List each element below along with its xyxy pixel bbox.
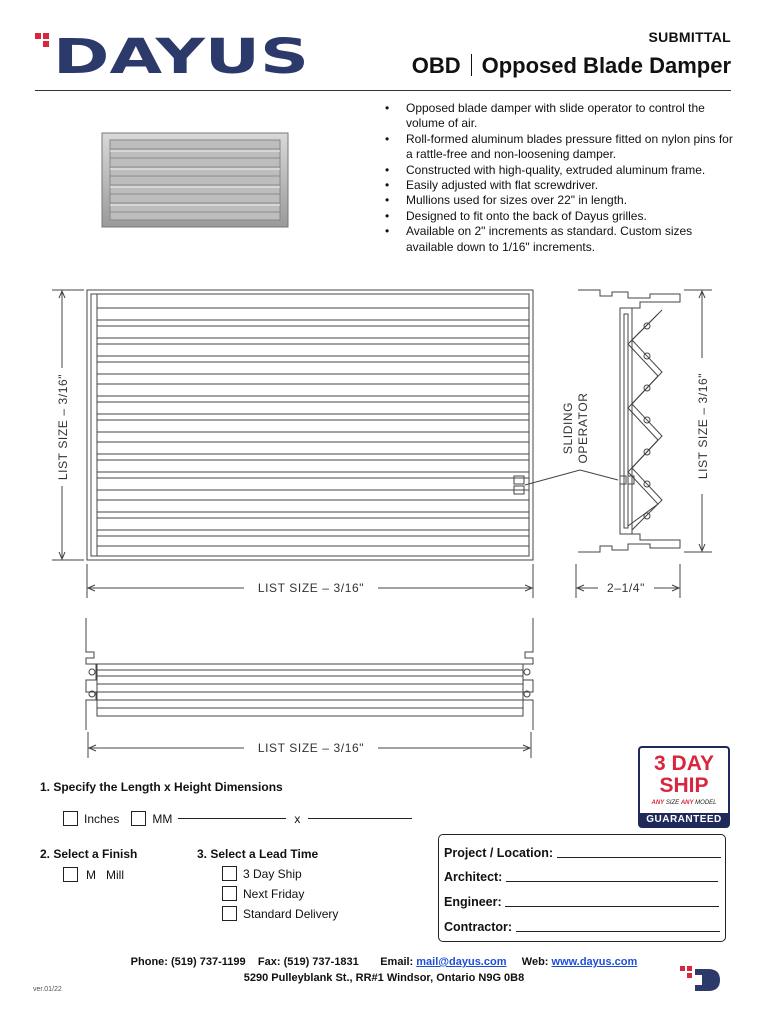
contractor-field[interactable] — [516, 919, 720, 932]
three-day-checkbox[interactable] — [222, 866, 237, 881]
feature-item: • Mullions used for sizes over 22" in length. — [382, 193, 742, 208]
standard-delivery-checkbox[interactable] — [222, 906, 237, 921]
version-label: ver.01/22 — [33, 986, 62, 993]
feature-item: • Constructed with high-quality, extruded aluminum frame. — [382, 163, 742, 178]
inches-checkbox[interactable] — [63, 811, 78, 826]
architect-field[interactable] — [506, 869, 718, 882]
contractor-row: Contractor: — [444, 919, 720, 934]
project-location-row: Project / Location: — [444, 845, 721, 860]
title-separator — [471, 54, 472, 76]
feature-item: • Designed to fit onto the back of Dayus grilles. — [382, 209, 742, 224]
step2-heading: 2. Select a Finish — [40, 847, 138, 861]
page-title — [412, 53, 731, 79]
dim-side-depth: 2–1/4" — [607, 581, 645, 595]
next-friday-checkbox[interactable] — [222, 886, 237, 901]
mm-checkbox[interactable] — [131, 811, 146, 826]
lead-option-friday — [222, 886, 304, 901]
project-location-field[interactable] — [557, 845, 721, 858]
dayus-logo — [35, 33, 310, 75]
engineer-field[interactable] — [505, 894, 719, 907]
project-info-box — [438, 834, 726, 942]
dim-plan-width: LIST SIZE – 3/16" — [257, 741, 365, 755]
badge-line1: 3 DAY — [654, 752, 714, 775]
lead-option-standard — [222, 906, 338, 921]
badge-guaranteed: GUARANTEED — [640, 813, 728, 826]
finish-name: Mill — [106, 867, 124, 882]
finish-option — [63, 867, 124, 882]
inches-label: Inches — [84, 811, 120, 826]
lead-label: Standard Delivery — [243, 906, 339, 921]
feature-item: • Roll-formed aluminum blades pressure fitted on nylon pins for a rattle-free and non-loosening damper. — [382, 132, 742, 163]
feature-item: • Opposed blade damper with slide operator to control the volume of air. — [382, 101, 742, 132]
product-name: Opposed Blade Damper — [481, 53, 731, 78]
dayus-mini-logo — [680, 966, 722, 992]
contact-line: Phone: (519) 737-1199 Fax: (519) 737-1831 Email: mail@dayus.com Web: www.dayus.com — [130, 956, 638, 968]
sliding-label-1: SLIDING — [561, 401, 575, 455]
feature-item: • Easily adjusted with flat screwdriver. — [382, 178, 742, 193]
sliding-label-2: OPERATOR — [576, 392, 590, 464]
badge-line2: SHIP — [659, 774, 709, 797]
phone-number: (519) 737-1199 — [171, 956, 246, 968]
web-link[interactable]: www.dayus.com — [551, 956, 638, 968]
three-day-ship-badge — [638, 746, 730, 828]
step3-heading: 3. Select a Lead Time — [197, 847, 319, 861]
finish-code: M — [86, 867, 96, 882]
damper-photo — [100, 131, 290, 231]
front-view — [87, 290, 533, 560]
engineer-row: Engineer: — [444, 894, 719, 909]
feature-list — [382, 101, 742, 255]
dimension-row — [63, 811, 412, 826]
feature-item: • Available on 2" increments as standard. Custom sizes available down to 1/16" increments. — [382, 224, 742, 255]
step1-heading: 1. Specify the Length x Height Dimensions — [40, 780, 283, 794]
side-view — [578, 290, 680, 552]
by-label: x — [294, 811, 301, 826]
header-rule — [35, 90, 731, 91]
dim-side-height: LIST SIZE – 3/16" — [696, 372, 710, 480]
product-code: OBD — [411, 53, 461, 78]
brand-name: DAYUS — [53, 33, 309, 75]
dim-front-height: LIST SIZE – 3/16" — [56, 373, 70, 481]
submittal-label: SUBMITTAL — [648, 29, 731, 45]
lead-option-3day — [222, 866, 302, 881]
height-field[interactable] — [308, 818, 412, 819]
dim-front-width: LIST SIZE – 3/16" — [257, 581, 365, 595]
mill-checkbox[interactable] — [63, 867, 78, 882]
email-link[interactable]: mail@dayus.com — [416, 956, 507, 968]
lead-label: Next Friday — [243, 886, 305, 901]
lead-label: 3 Day Ship — [243, 866, 302, 881]
mm-label: MM — [152, 811, 173, 826]
length-field[interactable] — [178, 818, 286, 819]
architect-row: Architect: — [444, 869, 718, 884]
plan-view — [86, 618, 533, 730]
fax-number: (519) 737-1831 — [283, 956, 359, 968]
address-line: 5290 Pulleyblank St., RR#1 Windsor, Ontario N9G 0B8 — [243, 972, 525, 984]
technical-drawings — [0, 280, 768, 760]
badge-tagline: ANY SIZE ANY MODEL — [651, 800, 717, 806]
